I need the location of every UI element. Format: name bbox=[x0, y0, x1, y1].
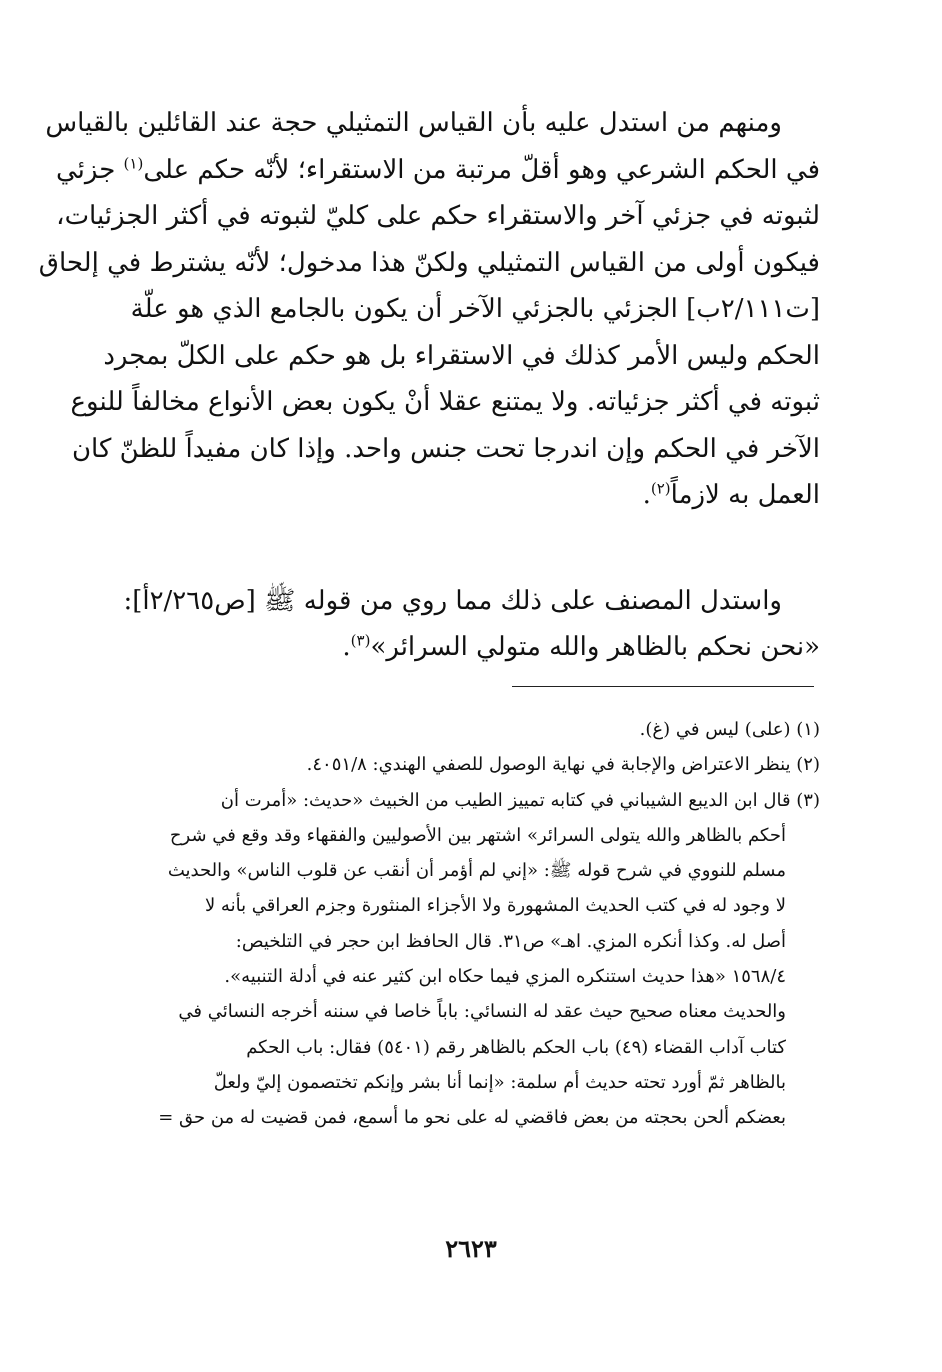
text-line: في الحكم الشرعي وهو أقلّ مرتبة من الاستقراء؛ لأنّه حكم على$^{(١)}$ جزئي bbox=[55, 153, 820, 185]
text-line: لثبوته في جزئي آخر والاستقراء حكم على كليّ لثبوته في أكثر الجزئيات، bbox=[56, 201, 820, 231]
footnote-3-line: بالظاهر ثمّ أورد تحته حديث أم سلمة: «إنما أنا بشر وإنكم تختصمون إليّ ولعلّ bbox=[213, 1071, 786, 1093]
footnote-3-line: بعضكم ألحن بحجته من بعض فاقضي له على نحو ما أسمع، فمن قضيت له من حق = bbox=[158, 1107, 786, 1129]
footnote-3-line: والحديث معناه صحيح حيث عقد له النسائي: باباً خاصا في سننه أخرجه النسائي في bbox=[178, 1001, 786, 1023]
footnote-1: (١) (على) ليس في (غ). bbox=[639, 719, 820, 740]
footnote-3-line: مسلم للنووي في شرح قوله ﷺ: «إني لم أؤمر أن أنقب عن قلوب الناس» والحديث bbox=[167, 860, 786, 882]
main-paragraph-2 bbox=[120, 578, 820, 670]
main-paragraph-1 bbox=[38, 100, 820, 519]
footnote-3-line: لا وجود له في كتب الحديث المشهورة ولا الأجزاء المنثورة وجزم العراقي بأنه لا bbox=[204, 895, 786, 917]
footnote-3-line: (٣) قال ابن الديبع الشيباني في كتابه تمييز الطيب من الخبيث «حديث: «أمرت أن bbox=[220, 789, 820, 811]
text-line: الآخر في الحكم وإن اندرجا تحت جنس واحد. وإذا كان مفيداً للظنّ كان bbox=[71, 433, 820, 464]
footnote-3-line: أصل له. وكذا أنكره المزي. اهـ» ص٣١. قال الحافظ ابن حجر في التلخيص: bbox=[235, 930, 786, 952]
footnote-3-line: أحكم بالظاهر والله يتولى السرائر» اشتهر بين الأصوليين والفقهاء وقد وقع في شرح bbox=[169, 824, 786, 846]
text-line: فيكون أولى من القياس التمثيلي ولكنّ هذا مدخول؛ لأنّه يشترط في إلحاق bbox=[38, 247, 820, 278]
footnote-divider bbox=[512, 686, 814, 687]
footnote-ref-1[interactable]: (١) bbox=[123, 153, 144, 172]
footnote-2: (٢) ينظر الاعتراض والإجابة في نهاية الوصول للصفي الهندي: ٤٠٥١/٨. bbox=[306, 754, 820, 776]
text-line: [ت٢/١١١ب] الجزئي بالجزئي الآخر أن يكون بالجامع الذي هو علّة bbox=[130, 294, 820, 324]
text-line: واستدل المصنف على ذلك مما روي من قوله ﷺ [ص٢/٢٦٥أ]: bbox=[123, 586, 782, 616]
footnote-ref-3[interactable]: (٣) bbox=[350, 631, 371, 650]
footnote-3-line: ١٥٦٨/٤ «هذا حديث استنكره المزي فيما حكاه ابن كثير عنه في أدلة التنبيه». bbox=[224, 966, 786, 988]
text-line: ثبوته في أكثر جزئياته. ولا يمتنع عقلا أنْ يكون بعض الأنواع مخالفاً للنوع bbox=[70, 387, 820, 417]
footnote-3-line: كتاب آداب القضاء (٤٩) باب الحكم بالظاهر رقم (٥٤٠١) فقال: باب الحكم bbox=[246, 1036, 786, 1058]
text-line: الحكم وليس الأمر كذلك في الاستقراء بل هو حكم على الكلّ بمجرد bbox=[103, 340, 820, 371]
text-line: ومنهم من استدل عليه بأن القياس التمثيلي حجة عند القائلين بالقياس bbox=[45, 108, 782, 138]
footnotes bbox=[120, 712, 820, 1136]
footnote-ref-2[interactable]: (٢) bbox=[650, 479, 671, 498]
text-line: العمل به لازماً$^{(٢)}$. bbox=[642, 479, 820, 510]
page-number: ٢٦٢٣ bbox=[445, 1234, 497, 1263]
text-line: «نحن نحكم بالظاهر والله متولي السرائر»$^{(٣)}$. bbox=[342, 631, 820, 662]
